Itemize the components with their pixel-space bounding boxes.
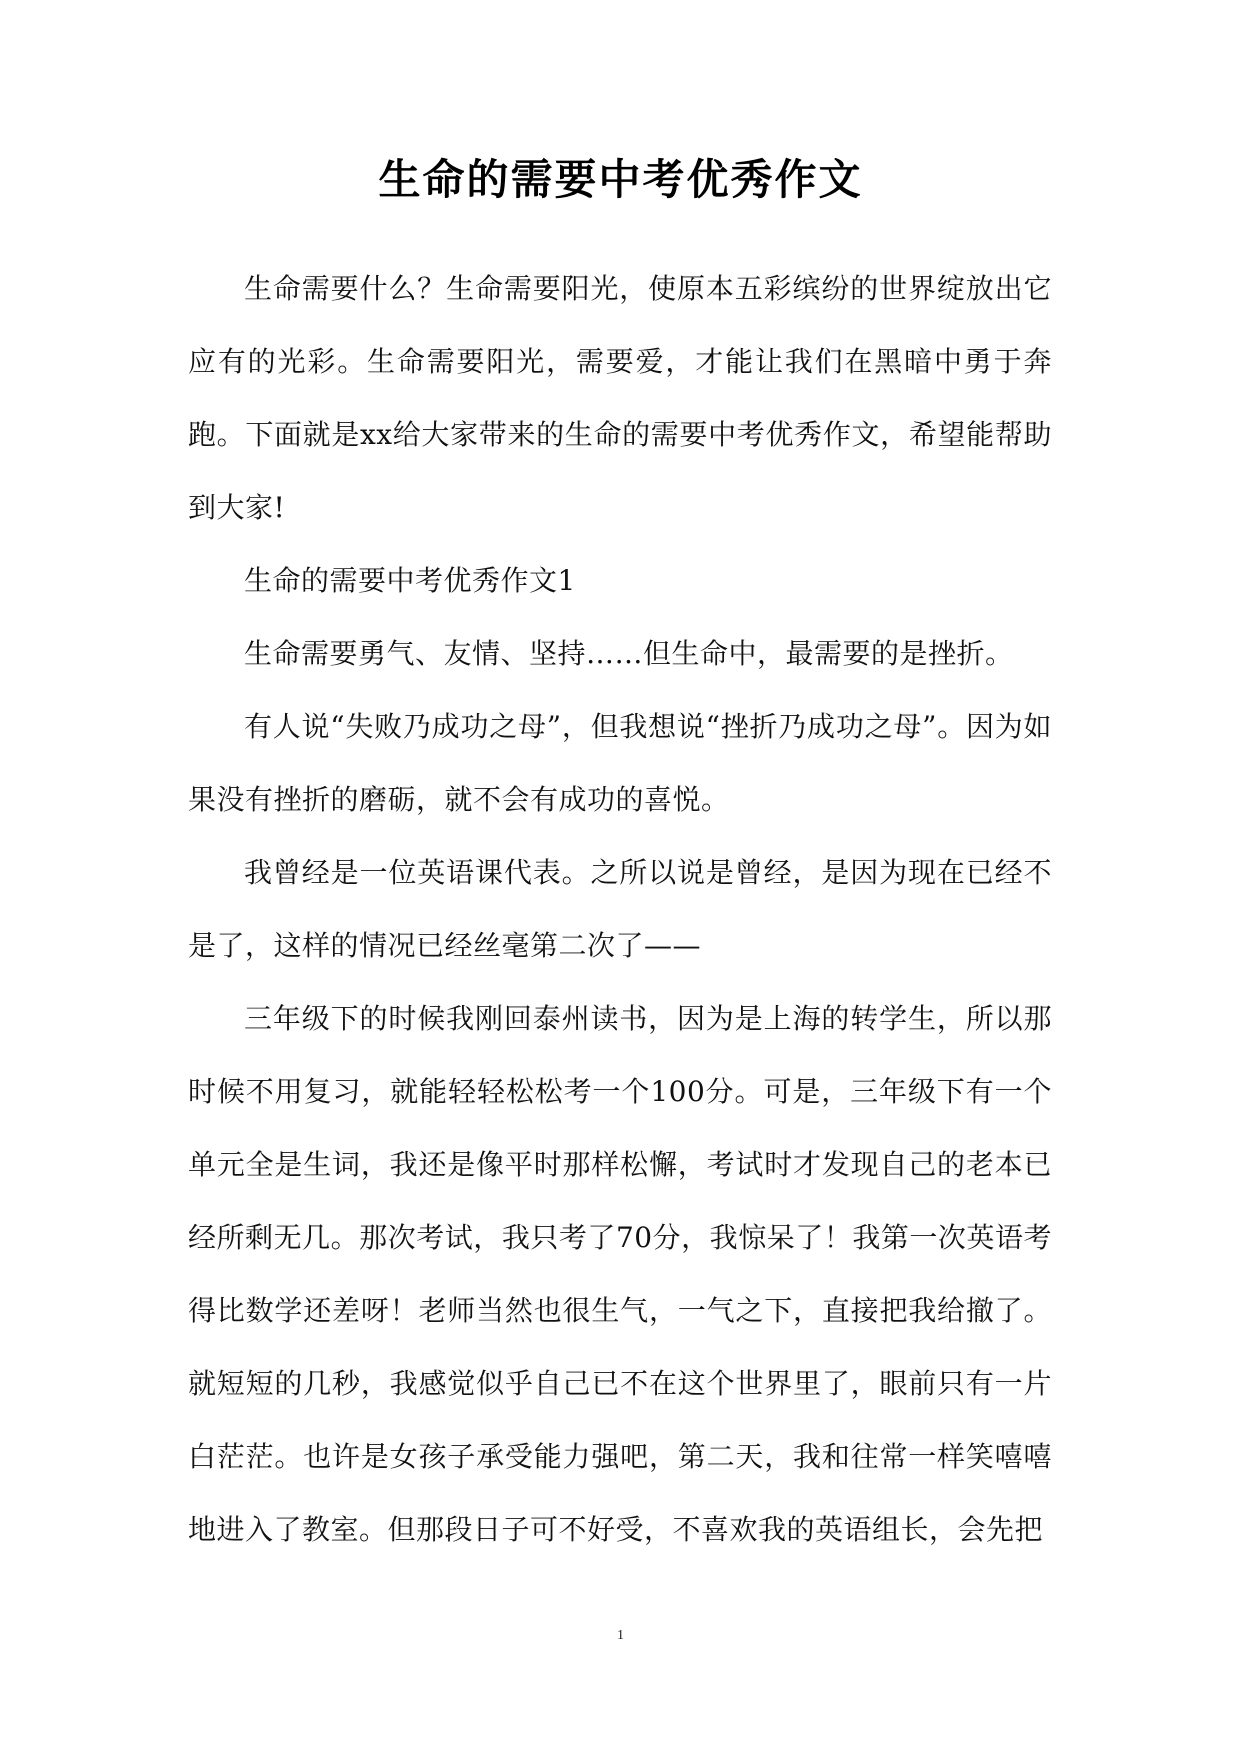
- body-paragraph: 有人说“失败乃成功之母”，但我想说“挫折乃成功之母”。因为如果没有挫折的磨砺，就不会有成功的喜悦。: [188, 710, 1052, 816]
- body-paragraph: 生命需要勇气、友情、坚持……但生命中，最需要的是挫折。: [244, 637, 1014, 670]
- page-number: 1: [617, 1628, 624, 1643]
- document-body: [188, 252, 1052, 1566]
- body-paragraph: 我曾经是一位英语课代表。之所以说是曾经，是因为现在已经不是了，这样的情况已经丝毫第二次了——: [188, 856, 1052, 962]
- document-title: 生命的需要中考优秀作文: [378, 155, 863, 204]
- section-heading: 生命的需要中考优秀作文1: [244, 564, 576, 597]
- body-paragraph: 三年级下的时候我刚回泰州读书，因为是上海的转学生，所以那时候不用复习，就能轻轻松松考一个100分。可是，三年级下有一个单元全是生词，我还是像平时那样松懈，考试时才发现自己的老本已经所剩无几。那次考试，我只考了70分，我惊呆了！我第一次英语考得比数学还差呀！老师当然也很生气，一气之下，直接把我给撤了。就短短的几秒，我感觉似乎自己已不在这个世界里了，眼前只有一片白茫茫。也许是女孩子承受能力强吧，第二天，我和往常一样笑嘻嘻地进入了教室。但那段日子可不好受，不喜欢我的英语组长，会先把: [188, 1002, 1052, 1546]
- intro-paragraph: 生命需要什么？生命需要阳光，使原本五彩缤纷的世界绽放出它应有的光彩。生命需要阳光，需要爱，才能让我们在黑暗中勇于奔跑。下面就是xx给大家带来的生命的需要中考优秀作文，希望能帮助到大家!: [188, 272, 1052, 524]
